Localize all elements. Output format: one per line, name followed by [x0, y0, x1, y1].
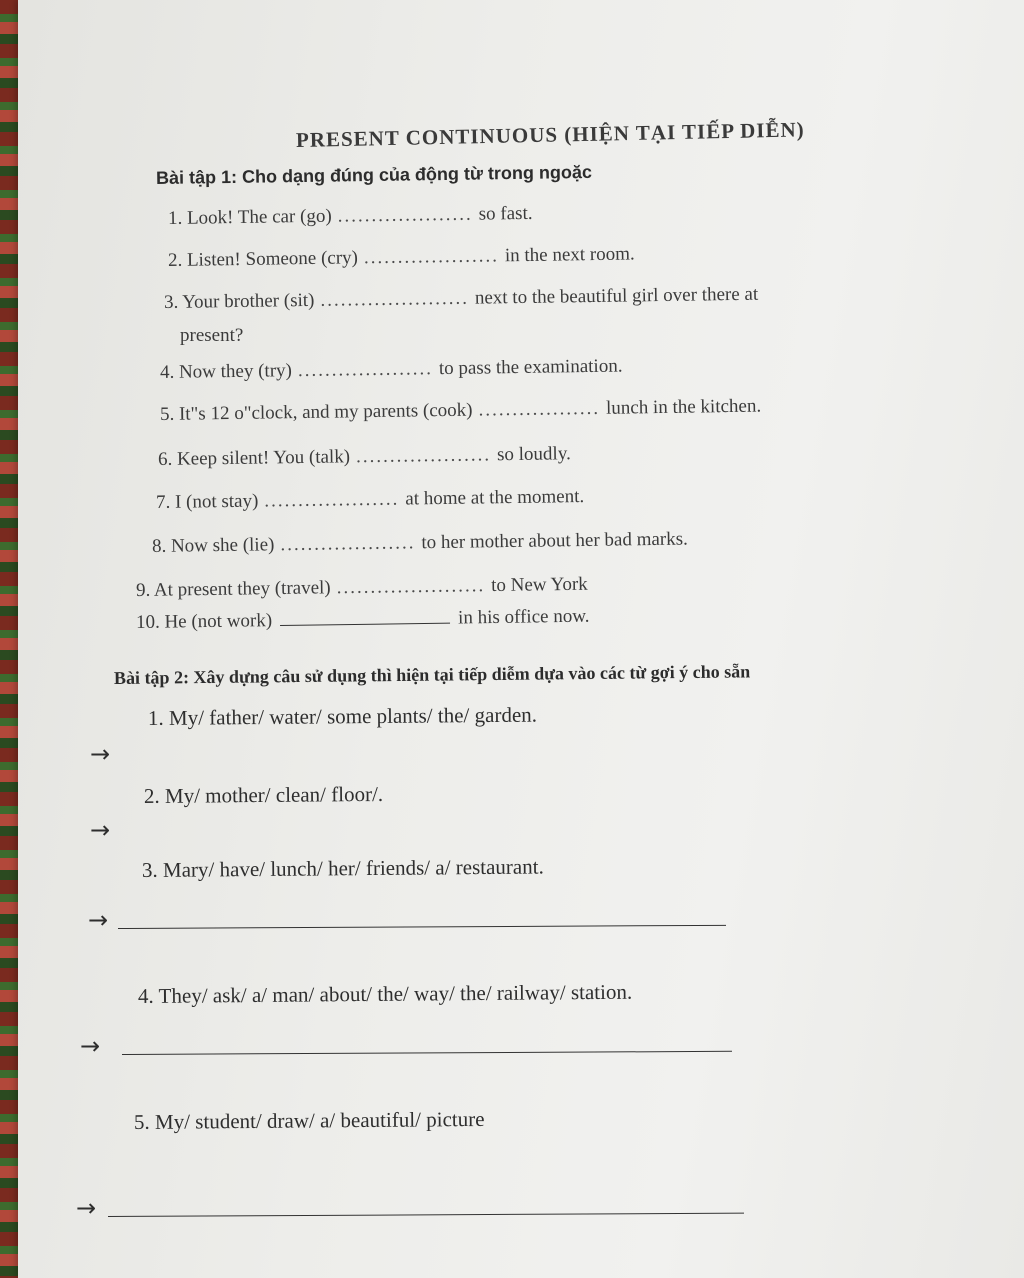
answer-blank[interactable]: [280, 609, 450, 626]
ex2-item-2: 2. My/ mother/ clean/ floor/.: [143, 781, 384, 808]
ex1-item-3-continuation: present?: [180, 325, 244, 346]
ex2-item-3: 3. Mary/ have/ lunch/ her/ friends/ a/ restaurant.: [141, 854, 544, 882]
arrow-icon: →: [90, 816, 111, 844]
exercise1-heading: Bài tập 1: Cho dạng đúng của động từ trong ngoặc: [155, 161, 593, 188]
arrow-icon: →: [90, 740, 111, 768]
ex1-item-6: 6. Keep silent! You (talk) .................... so loudly.: [157, 443, 571, 470]
answer-line[interactable]: [108, 1213, 744, 1217]
arrow-icon: →: [76, 1194, 97, 1222]
ex1-item-8: 8. Now she (lie) .................... to her mother about her bad marks.: [151, 528, 688, 557]
arrow-icon: →: [88, 906, 109, 934]
ex2-item-1: 1. My/ father/ water/ some plants/ the/ garden.: [147, 702, 538, 730]
answer-line[interactable]: [122, 1051, 732, 1055]
worksheet-page: [18, 0, 1024, 1278]
page-title: PRESENT CONTINUOUS (HIỆN TẠI TIẾP DIỄN): [295, 117, 805, 152]
ex1-item-5: 5. It"s 12 o"clock, and my parents (cook) .................. lunch in the kitchen.: [159, 395, 762, 425]
arrow-icon: →: [80, 1032, 101, 1060]
ex2-item-4: 4. They/ ask/ a/ man/ about/ the/ way/ the/ railway/ station.: [137, 979, 633, 1008]
ex1-item-7: 7. I (not stay) .................... at home at the moment.: [155, 486, 585, 513]
ex1-item-1: 1. Look! The car (go) .................... so fast.: [167, 202, 533, 229]
ex1-item-4: 4. Now they (try) .................... to pass the examination.: [159, 355, 623, 383]
ex2-item-5: 5. My/ student/ draw/ a/ beautiful/ picture: [133, 1106, 485, 1134]
ex1-item-2: 2. Listen! Someone (cry) .................... in the next room.: [167, 243, 635, 271]
answer-line[interactable]: [118, 925, 726, 929]
ex1-item-10: 10. He (not work) in his office now.: [135, 605, 590, 633]
ex1-item-9: 9. At present they (travel) ...................... to New York: [135, 573, 588, 601]
exercise2-heading: Bài tập 2: Xây dựng câu sử dụng thì hiện tại tiếp diễm dựa vào các từ gợi ý cho sẵn: [113, 661, 751, 688]
ex1-item-3: 3. Your brother (sit) ...................... next to the beautiful girl over there at: [163, 283, 759, 313]
